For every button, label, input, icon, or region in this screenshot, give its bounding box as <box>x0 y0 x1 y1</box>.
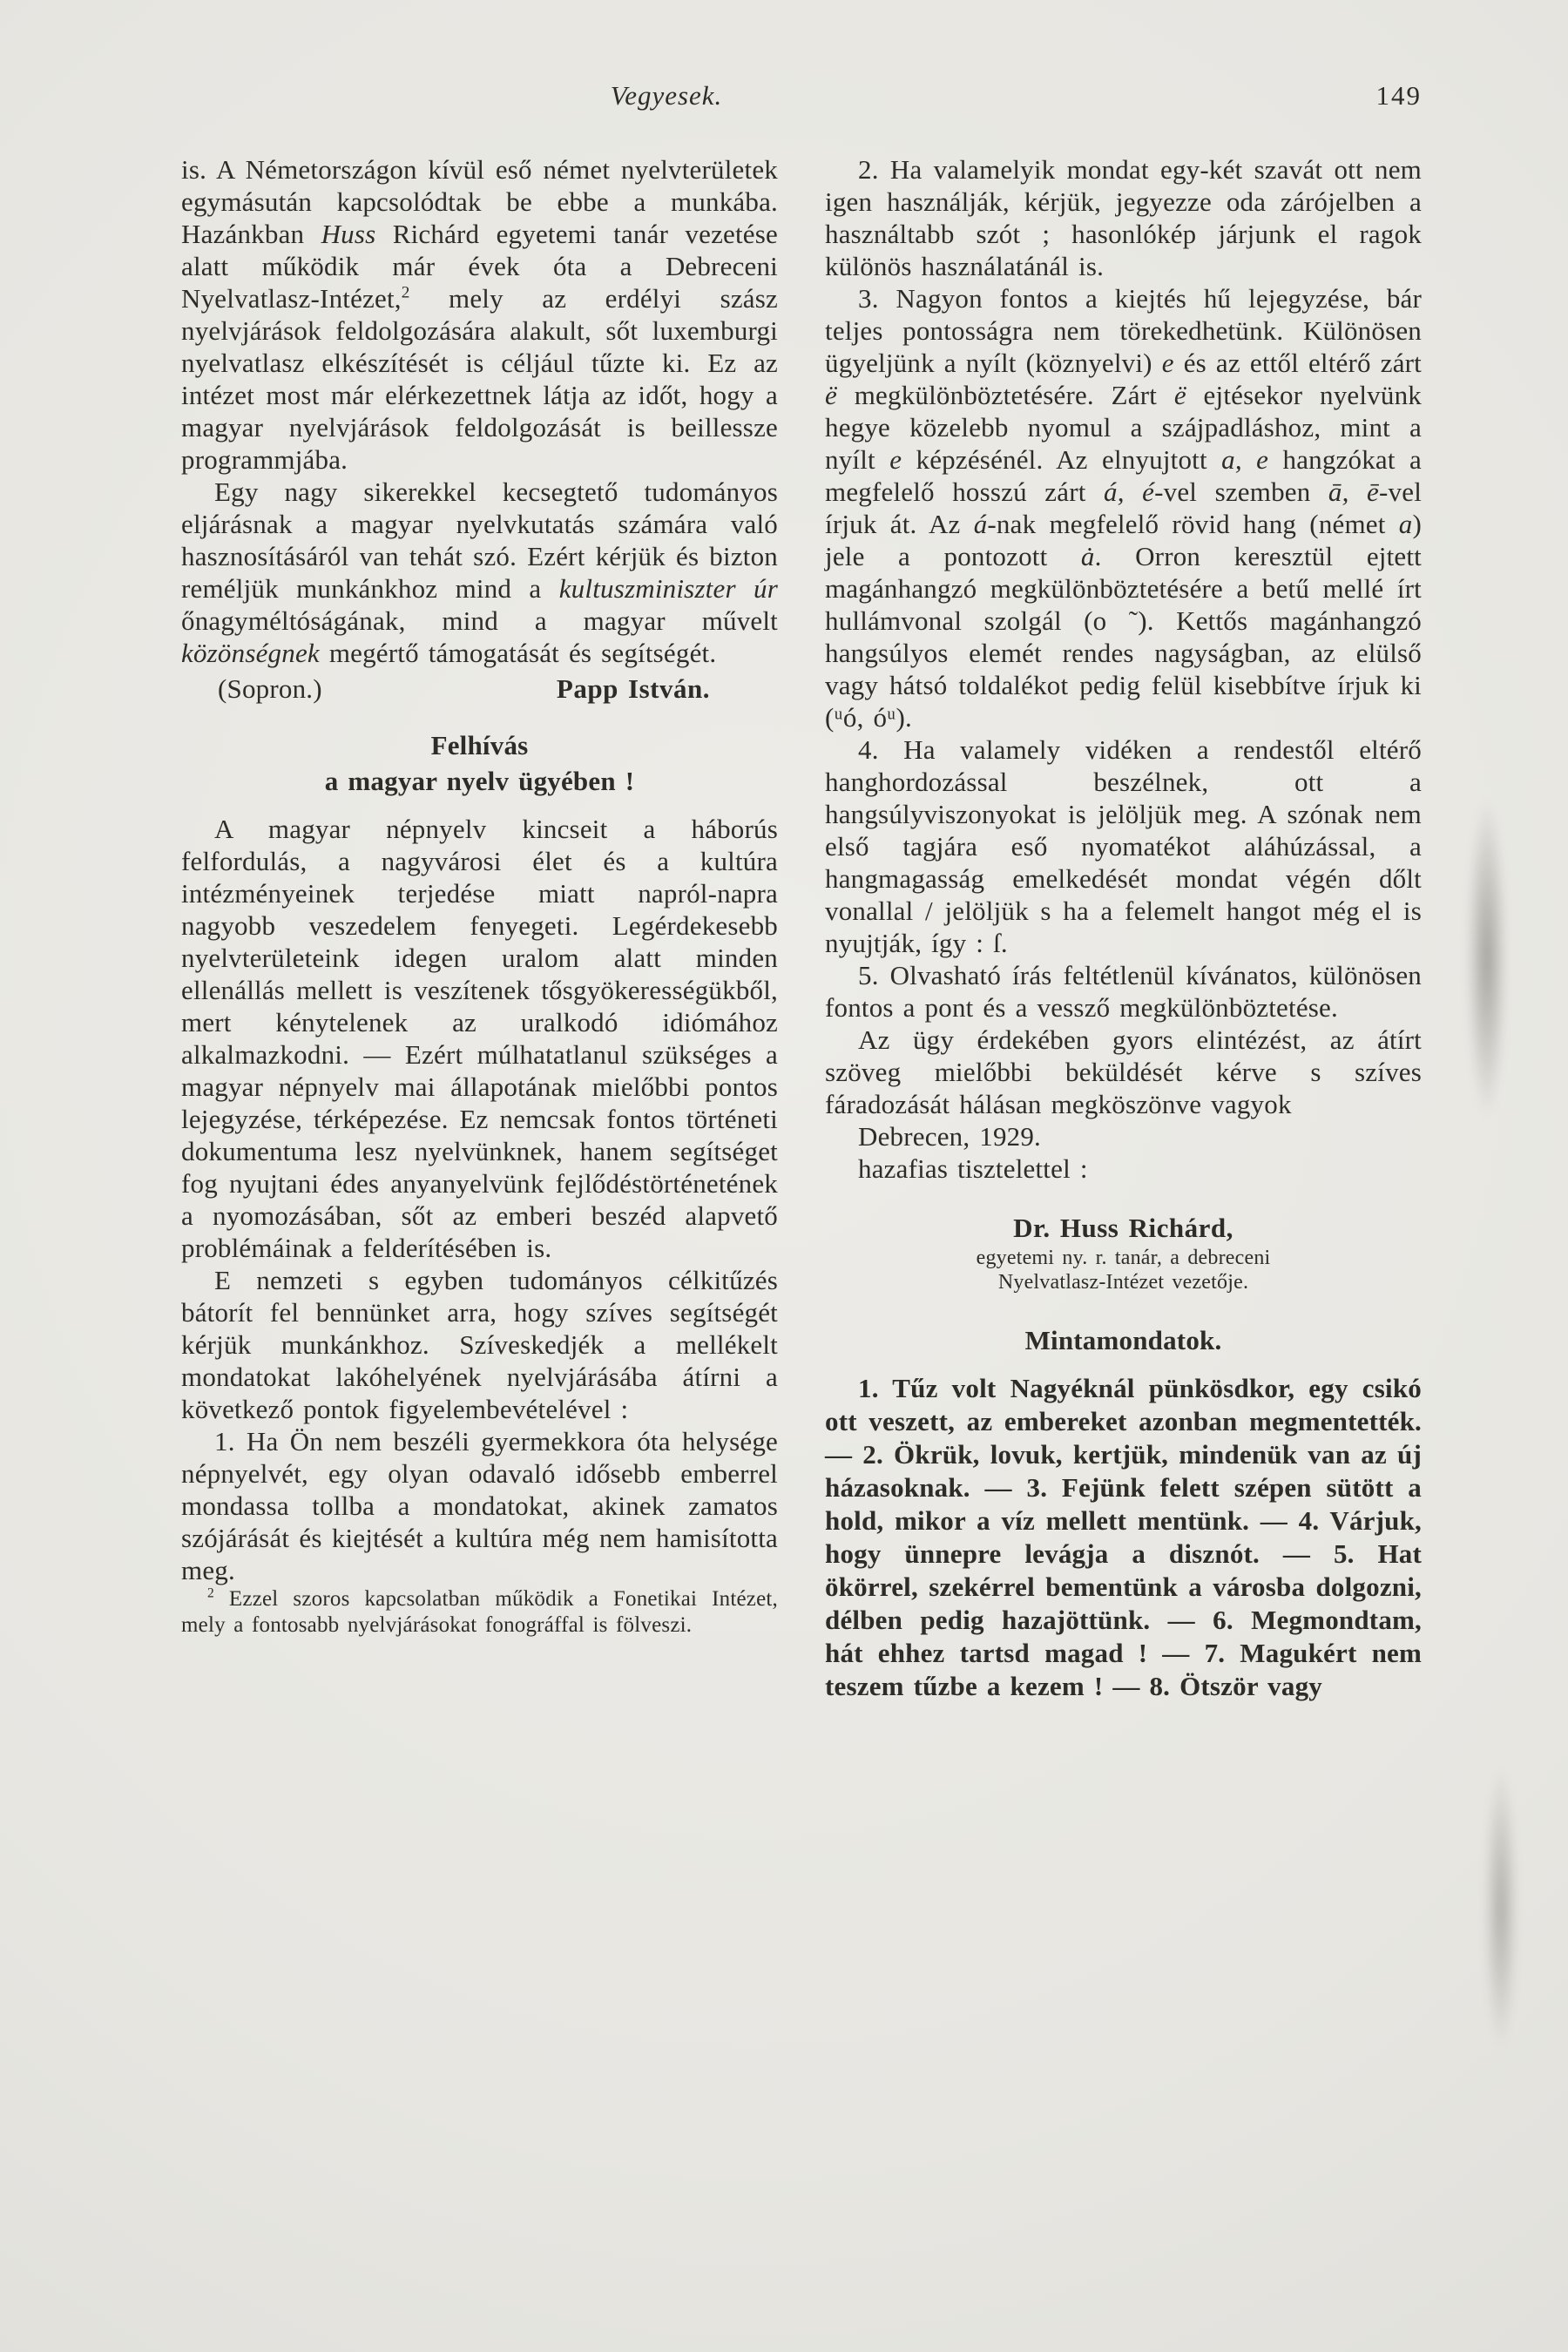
paragraph <box>825 959 1422 1024</box>
paragraph <box>825 153 1422 282</box>
text-run: 5. Olvasható írás feltétlenül kívánatos, különösen fontos a pont és a vessző megkülönböztetése. <box>825 960 1422 1023</box>
text-run: ) jele a pontozott <box>825 509 1422 571</box>
text-run: közönségnek <box>181 638 320 668</box>
scan-artifact-right-edge-lower <box>1484 1768 1517 2047</box>
signature-place: (Sopron.) <box>218 673 322 704</box>
text-run: A magyar népnyelv kincseit a háborús felfordulás, a nagyvárosi élet és a kultúra intézményeinek terjedése miatt napról-napra nagyobb veszedelem fenyegeti. Legérdekesebb nyelvterületeink idegen uralom alatt minden ellenállás mellett is veszítenek tősgyökerességükből, mert kénytelenek az uralkodó idiómához alkalmazkodni. — Ezért múlhatatlanul szükséges a magyar népnyelv mai állapotának mielőbbi pontos lejegyzése, térképezése. Ez nemcsak fontos történeti dokumentuma lesz nyelvünknek, hanem segítséget fog nyujtani édes anyanyelvünk fejlődéstörténetének a nyomozásában, sőt az emberi beszéd alapvető problémáinak a felderítésében is. <box>181 814 778 1263</box>
text-run: Richárd egyetemi tanár vezetése alatt működik már évek óta a Debreceni Nyelvatlasz-Intézet, <box>181 219 778 314</box>
page-number: 149 <box>1375 80 1422 111</box>
text-run: 4. Ha valamely vidéken a rendestől eltérő hanghordozással beszélnek, ott a hangsúlyviszonyokat is jelöljük meg. A szónak nem első tagjára eső nyomatékot aláhúzással, a hangmagasság emelkedését mondat végén dőlt vonallal / jelöljük s ha a felemelt hangot még el is nyujtják, így : ſ. <box>825 734 1422 958</box>
section-heading <box>825 1322 1422 1358</box>
text-run: megértő támogatását és segítségét. <box>319 638 717 668</box>
text-run: Egy nagy sikerekkel kecsegtető tudományos eljárásnak a magyar nyelvkutatás számára való hasznosításáról van tehát szó. Ezért kérjük és bizton reméljük munkánkhoz mind a <box>181 476 778 604</box>
text-run: megkülönböztetésére. Zárt <box>836 380 1174 410</box>
superscript-reference: 2 <box>207 1585 214 1601</box>
paragraph <box>181 476 778 669</box>
text-run: -vel szemben <box>1154 476 1328 507</box>
signature-subtitle: egyetemi ny. r. tanár, a debreceni <box>976 1247 1271 1269</box>
paragraph <box>181 1425 778 1586</box>
text-run: képzésénél. Az elnyujtott <box>902 444 1222 475</box>
footnote <box>181 1586 778 1639</box>
text-run: őnagyméltóságának, mind a magyar művelt <box>181 605 778 636</box>
paragraph <box>825 282 1422 733</box>
left-column <box>181 153 778 1703</box>
paragraph <box>825 1152 1422 1185</box>
text-run: és az ettől eltérő zárt <box>1173 348 1422 378</box>
paragraph <box>181 153 778 476</box>
text-run: mely az erdélyi szász nyelvjárások feldolgozására alakult, sőt luxemburgi nyelvatlasz elkészítését is céljául tűzte ki. Ez az intézet most már elérkezettnek látja az időt, hogy a magyar nyelvjárások feldolgozását is beillessze programmjába. <box>181 283 778 475</box>
text-run: . Orron keresztül ejtett magánhangzó megkülönböztetésére a betű mellé írt hullámvonal szolgál (o ˜). Kettős magánhangzó hangsúlyos elemét rendes nagyságban, az elülső vagy hátsó toldalékot pedig felül kisebbítve írjuk ki (ᵘó, óᵘ). <box>825 541 1422 733</box>
paragraph <box>825 733 1422 959</box>
paragraph <box>825 1024 1422 1120</box>
paragraph <box>181 1264 778 1425</box>
text-run: ë <box>825 380 837 410</box>
text-run: hazafias tisztelettel : <box>858 1153 1088 1184</box>
text-run: 3. Nagyon fontos a kiejtés hű lejegyzése, bár teljes pontosságra nem törekedhetünk. Különösen ügyeljünk a nyílt (köznyelvi) <box>825 283 1422 378</box>
text-run: a, e <box>1221 444 1269 475</box>
running-header <box>181 80 1422 118</box>
signature-name: Papp István. <box>556 673 710 704</box>
text-run: Huss <box>321 219 376 249</box>
heading-line: Mintamondatok. <box>1024 1325 1222 1355</box>
text-run: hangzókat a megfelelő hosszú zárt <box>825 444 1422 507</box>
text-run: -nak megfelelő rövid hang (német <box>987 509 1399 539</box>
signature-row <box>181 672 778 705</box>
text-run: Debrecen, 1929. <box>858 1121 1041 1152</box>
text-run: 1. Tűz volt Nagyéknál pünkösdkor, egy csikó ott veszett, az embereket azonban megmentették. — 2. Ökrük, lovuk, kertjük, mindenük van az új házasoknak. — 3. Fejünk felett szépen sütött a hold, mikor a víz mellett mentünk. — 4. Várjuk, hogy ünnepre levágja a disznót. — 5. Hat ökörrel, szekérrel bementünk a városba dolgozni, délben pedig hazajöttünk. — 6. Megmondtam, hát ehhez tartsd magad ! — 7. Magukért nem teszem tűzbe a kezem ! — 8. Ötször vagy <box>825 1373 1422 1701</box>
paragraph <box>825 1372 1422 1703</box>
text-run: e <box>1161 348 1174 378</box>
signature-subtitle: Nyelvatlasz-Intézet vezetője. <box>997 1271 1249 1294</box>
text-run: ā, ē <box>1328 476 1380 507</box>
section-heading <box>181 727 778 799</box>
text-run: ejtésekor nyelvünk hegye közelebb nyomul a szájpadláshoz, mint a nyílt <box>825 380 1422 475</box>
text-run: ȧ <box>1080 541 1095 571</box>
page-content <box>181 80 1422 1703</box>
text-run: a <box>1398 509 1413 539</box>
heading-line: Felhívás <box>430 730 529 760</box>
text-run: E nemzeti s egyben tudományos célkitűzés bátorít fel bennünket arra, hogy szíves segítségét kérjük munkánkhoz. Szíveskedjék a mellékelt mondatokat lakóhelyének nyelvjárásába átírni a következő pontok figyelembevételével : <box>181 1265 778 1424</box>
text-run: 2. Ha valamelyik mondat egy-két szavát ott nem igen használják, kérjük, jegyezze oda zárójelben a használtabb szót ; hasonlókép járjunk el ragok különös használatánál is. <box>825 154 1422 281</box>
text-run: kultuszminiszter úr <box>558 573 779 604</box>
text-run: á <box>973 509 988 539</box>
right-column <box>825 153 1422 1703</box>
running-title: Vegyesek. <box>610 80 723 111</box>
text-run: á, é <box>1104 476 1155 507</box>
signature-name: Dr. Huss Richárd, <box>1013 1213 1233 1243</box>
text-run: 1. Ha Ön nem beszéli gyermekkora óta helysége népnyelvét, egy olyan odavaló idősebb emberrel mondassa tollba a mondatokat, akinek zamatos szójárását és kiejtését a kultúra még nem hamisította meg. <box>181 1426 778 1585</box>
paragraph <box>181 813 778 1264</box>
text-run: Ezzel szoros kapcsolatban működik a Fonetikai Intézet, mely a fontosabb nyelvjárásokat fonográffal is fölveszi. <box>181 1587 778 1637</box>
two-column-layout <box>181 153 1422 1703</box>
superscript-reference: 2 <box>401 283 410 302</box>
text-run: -vel írjuk át. Az <box>825 476 1423 539</box>
scan-artifact-right-edge <box>1467 801 1507 1115</box>
heading-line: a magyar nyelv ügyében ! <box>324 766 635 796</box>
signature-block <box>825 1211 1422 1294</box>
text-run: Az ügy érdekében gyors elintézést, az átírt szöveg mielőbbi beküldését kérve s szíves fáradozását hálásan megköszönve vagyok <box>825 1024 1422 1119</box>
text-run: e <box>889 444 902 475</box>
paragraph <box>825 1120 1422 1152</box>
text-run: is. A Németországon kívül eső német nyelvterületek egymásután kapcsolódtak be ebbe a munkába. Hazánkban <box>181 154 778 249</box>
text-run: ë <box>1173 380 1186 410</box>
